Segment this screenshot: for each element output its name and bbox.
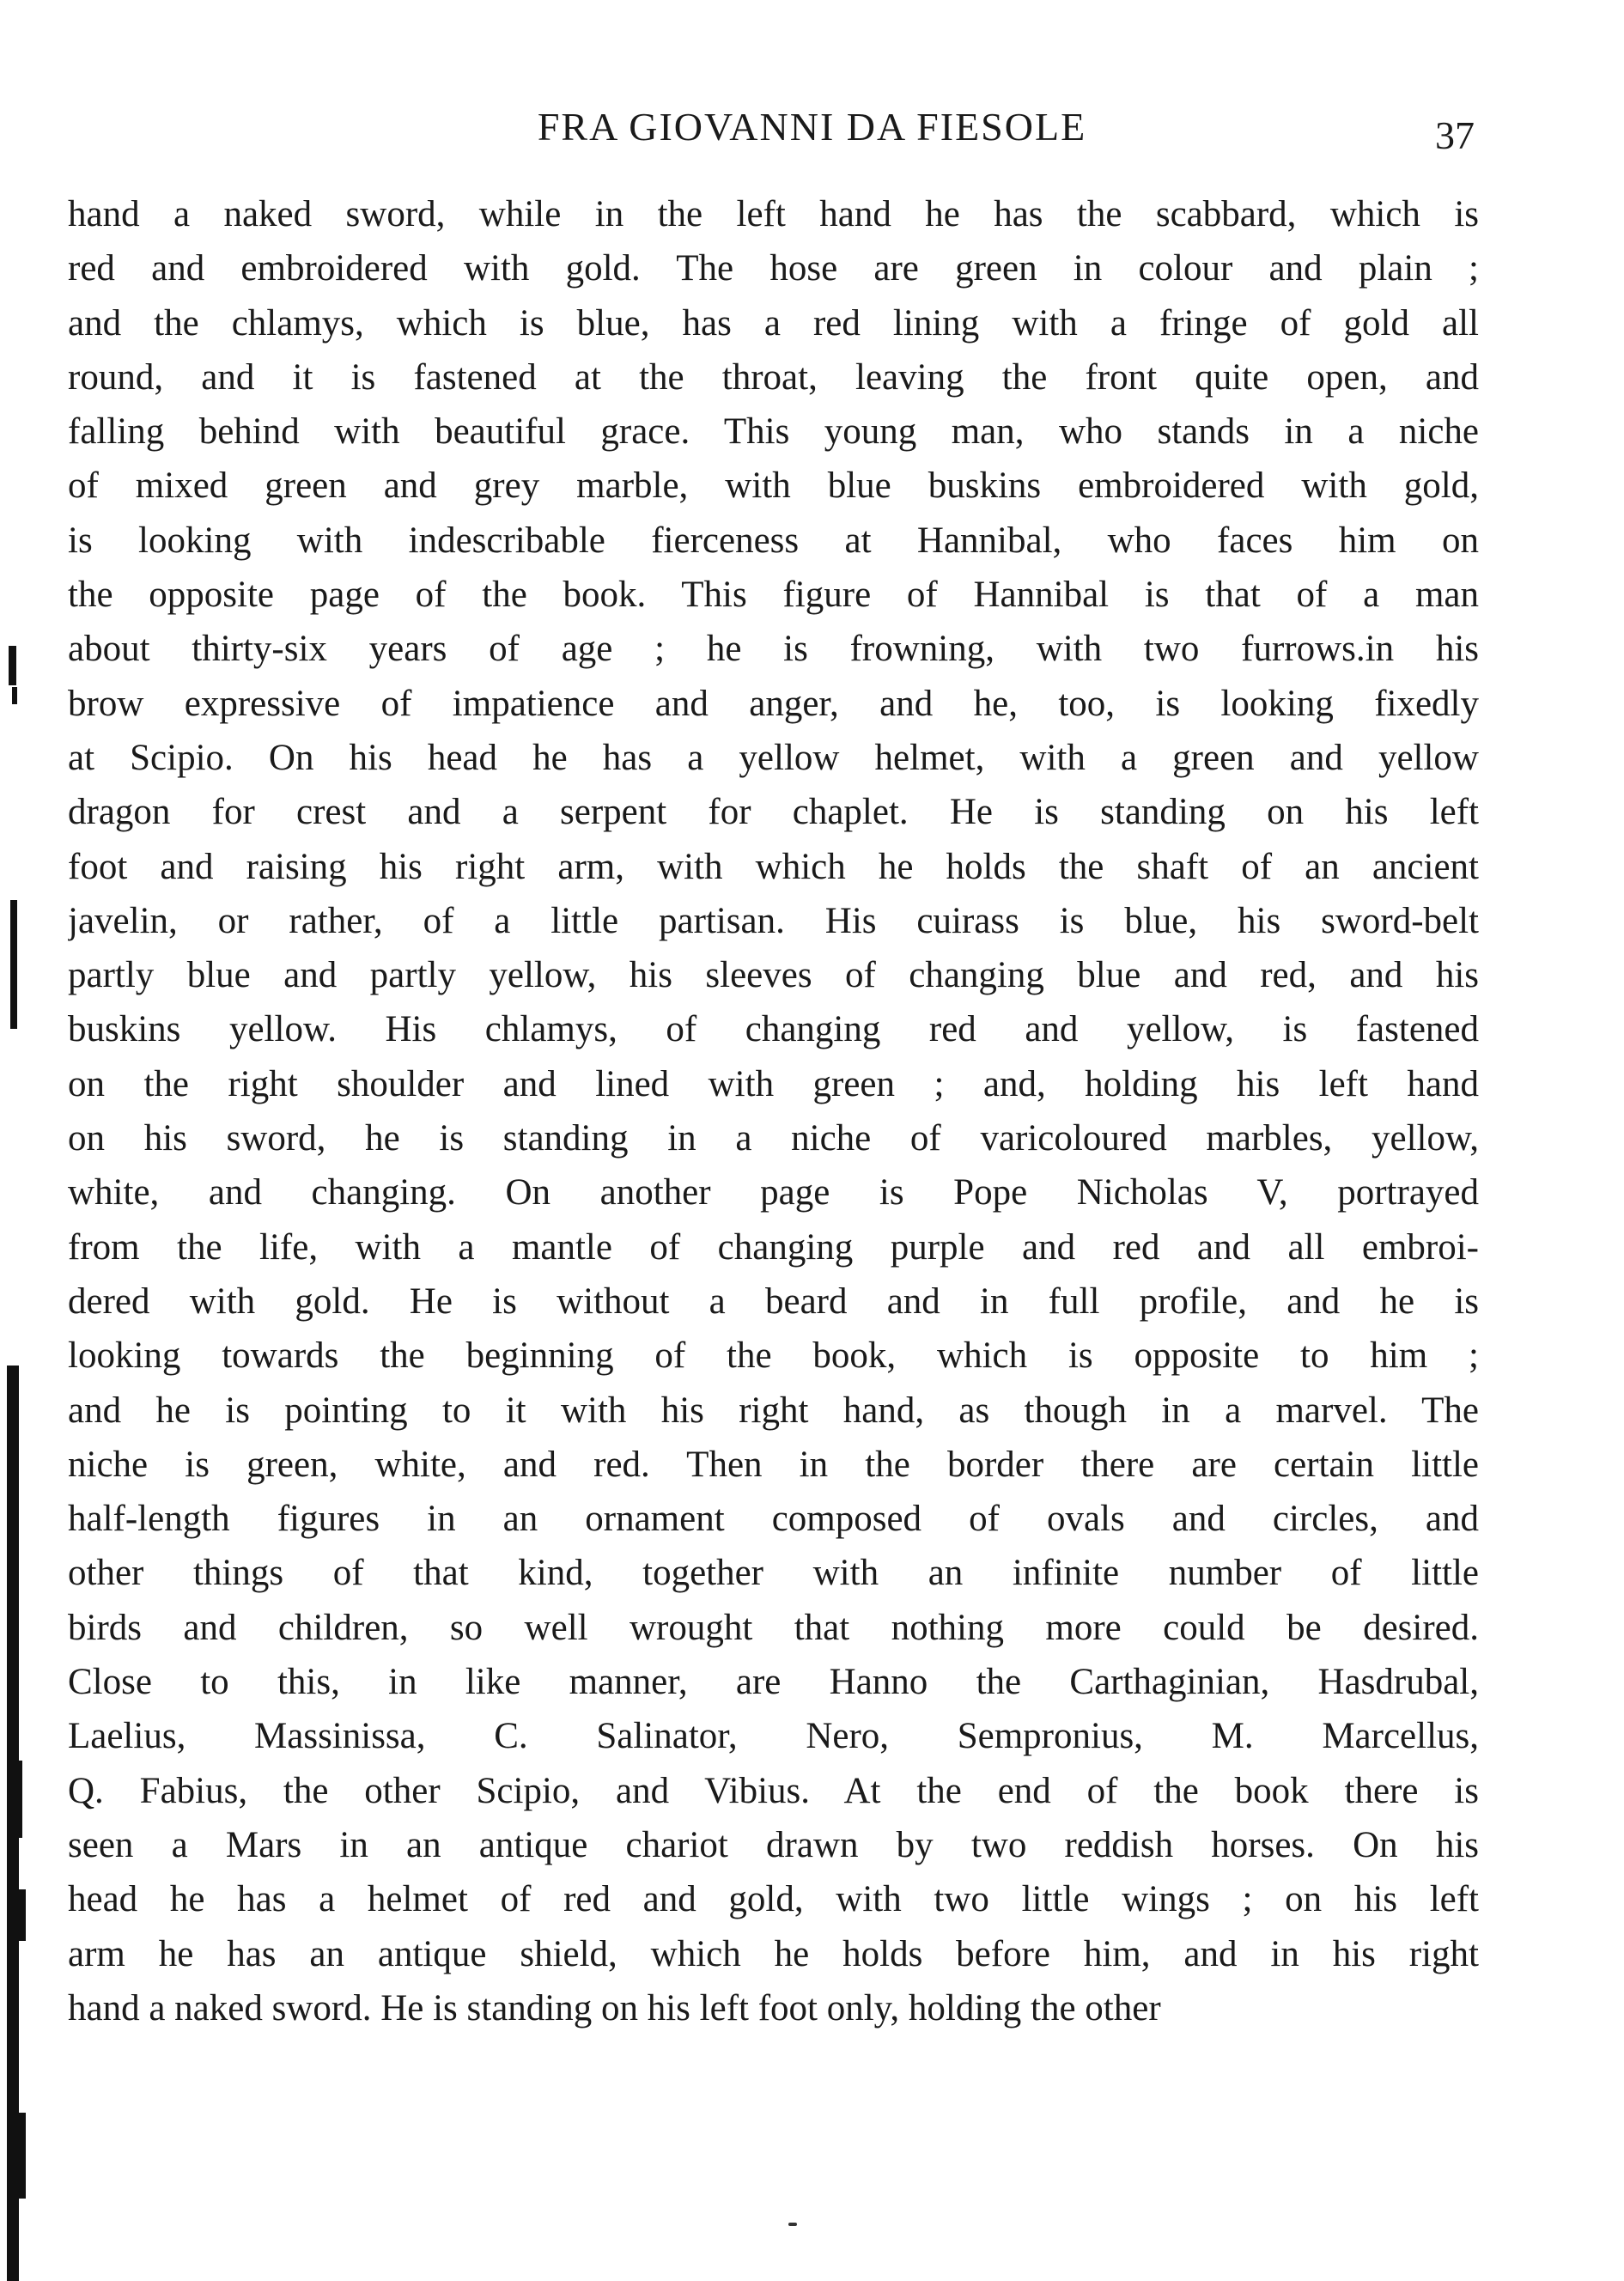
text-line: on the right shoulder and lined with green ; and, holding his left hand <box>68 1063 1479 1104</box>
scan-edge-mark <box>10 900 17 1029</box>
text-line: and he is pointing to it with his right hand, as though in a marvel. The <box>68 1390 1479 1431</box>
text-line: arm he has an antique shield, which he holds before him, and in his right <box>68 1933 1479 1974</box>
scan-edge-mark <box>12 687 17 704</box>
page-number: 37 <box>1435 113 1475 157</box>
text-line: Q. Fabius, the other Scipio, and Vibius. At the end of the book there is <box>68 1770 1479 1811</box>
text-line: falling behind with beautiful grace. This young man, who stands in a niche <box>68 411 1479 453</box>
text-line: white, and changing. On another page is Pope Nicholas V, portrayed <box>68 1172 1479 1213</box>
text-line: partly blue and partly yellow, his sleeves of changing blue and red, and his <box>68 955 1479 996</box>
text-line: and the chlamys, which is blue, has a red lining with a fringe of gold all <box>68 302 1479 344</box>
text-line: from the life, with a mantle of changing purple and red and all embroi- <box>68 1226 1479 1268</box>
text-line: javelin, or rather, of a little partisan. His cuirass is blue, his sword-belt <box>68 900 1479 941</box>
text-line: on his sword, he is standing in a niche of varicoloured marbles, yellow, <box>68 1118 1479 1159</box>
text-line: the opposite page of the book. This figure of Hannibal is that of a man <box>68 575 1479 616</box>
text-line: niche is green, white, and red. Then in the border there are certain little <box>68 1444 1479 1485</box>
scan-edge-mark <box>9 646 16 685</box>
text-line: about thirty-six years of age ; he is frowning, with two furrows.in his <box>68 629 1479 670</box>
text-line: hand a naked sword, while in the left hand he has the scabbard, which is <box>68 194 1479 234</box>
text-line: red and embroidered with gold. The hose are green in colour and plain ; <box>68 248 1479 289</box>
text-line: head he has a helmet of red and gold, with two little wings ; on his left <box>68 1879 1479 1920</box>
text-line: looking towards the beginning of the book, which is opposite to him ; <box>68 1335 1479 1377</box>
text-line: seen a Mars in an antique chariot drawn by two reddish horses. On his <box>68 1824 1479 1865</box>
text-line: half-length figures in an ornament composed of ovals and circles, and <box>68 1499 1479 1540</box>
body-text <box>68 187 1479 2035</box>
running-title: FRA GIOVANNI DA FIESOLE <box>537 105 1087 149</box>
text-line: dragon for crest and a serpent for chaplet. He is standing on his left <box>68 792 1479 833</box>
scan-edge-mark <box>17 1761 22 1838</box>
running-head <box>0 101 1624 157</box>
text-line: birds and children, so well wrought that nothing more could be desired. <box>68 1607 1479 1648</box>
scan-edge-mark <box>19 1889 26 1941</box>
text-line: at Scipio. On his head he has a yellow helmet, with a green and yellow <box>68 737 1479 778</box>
scan-speck <box>788 2223 797 2226</box>
text-line: of mixed green and grey marble, with blue buskins embroidered with gold, <box>68 465 1479 507</box>
text-line: is looking with indescribable fierceness at Hannibal, who faces him on <box>68 520 1479 561</box>
text-line: dered with gold. He is without a beard and in full profile, and he is <box>68 1280 1479 1322</box>
text-line: other things of that kind, together with an infinite number of little <box>68 1553 1479 1594</box>
scan-edge-mark <box>15 2113 26 2199</box>
text-line: hand a naked sword. He is standing on his left foot only, holding the other <box>68 1987 1161 2029</box>
text-line: Laelius, Massinissa, C. Salinator, Nero, Sempronius, M. Marcellus, <box>68 1716 1479 1757</box>
text-line: foot and raising his right arm, with which he holds the shaft of an ancient <box>68 846 1479 887</box>
text-line: buskins yellow. His chlamys, of changing red and yellow, is fastened <box>68 1009 1479 1050</box>
text-line: Close to this, in like manner, are Hanno the Carthaginian, Hasdrubal, <box>68 1662 1479 1703</box>
text-line: round, and it is fastened at the throat, leaving the front quite open, and <box>68 356 1479 398</box>
text-line: brow expressive of impatience and anger, and he, too, is looking fixedly <box>68 683 1479 724</box>
